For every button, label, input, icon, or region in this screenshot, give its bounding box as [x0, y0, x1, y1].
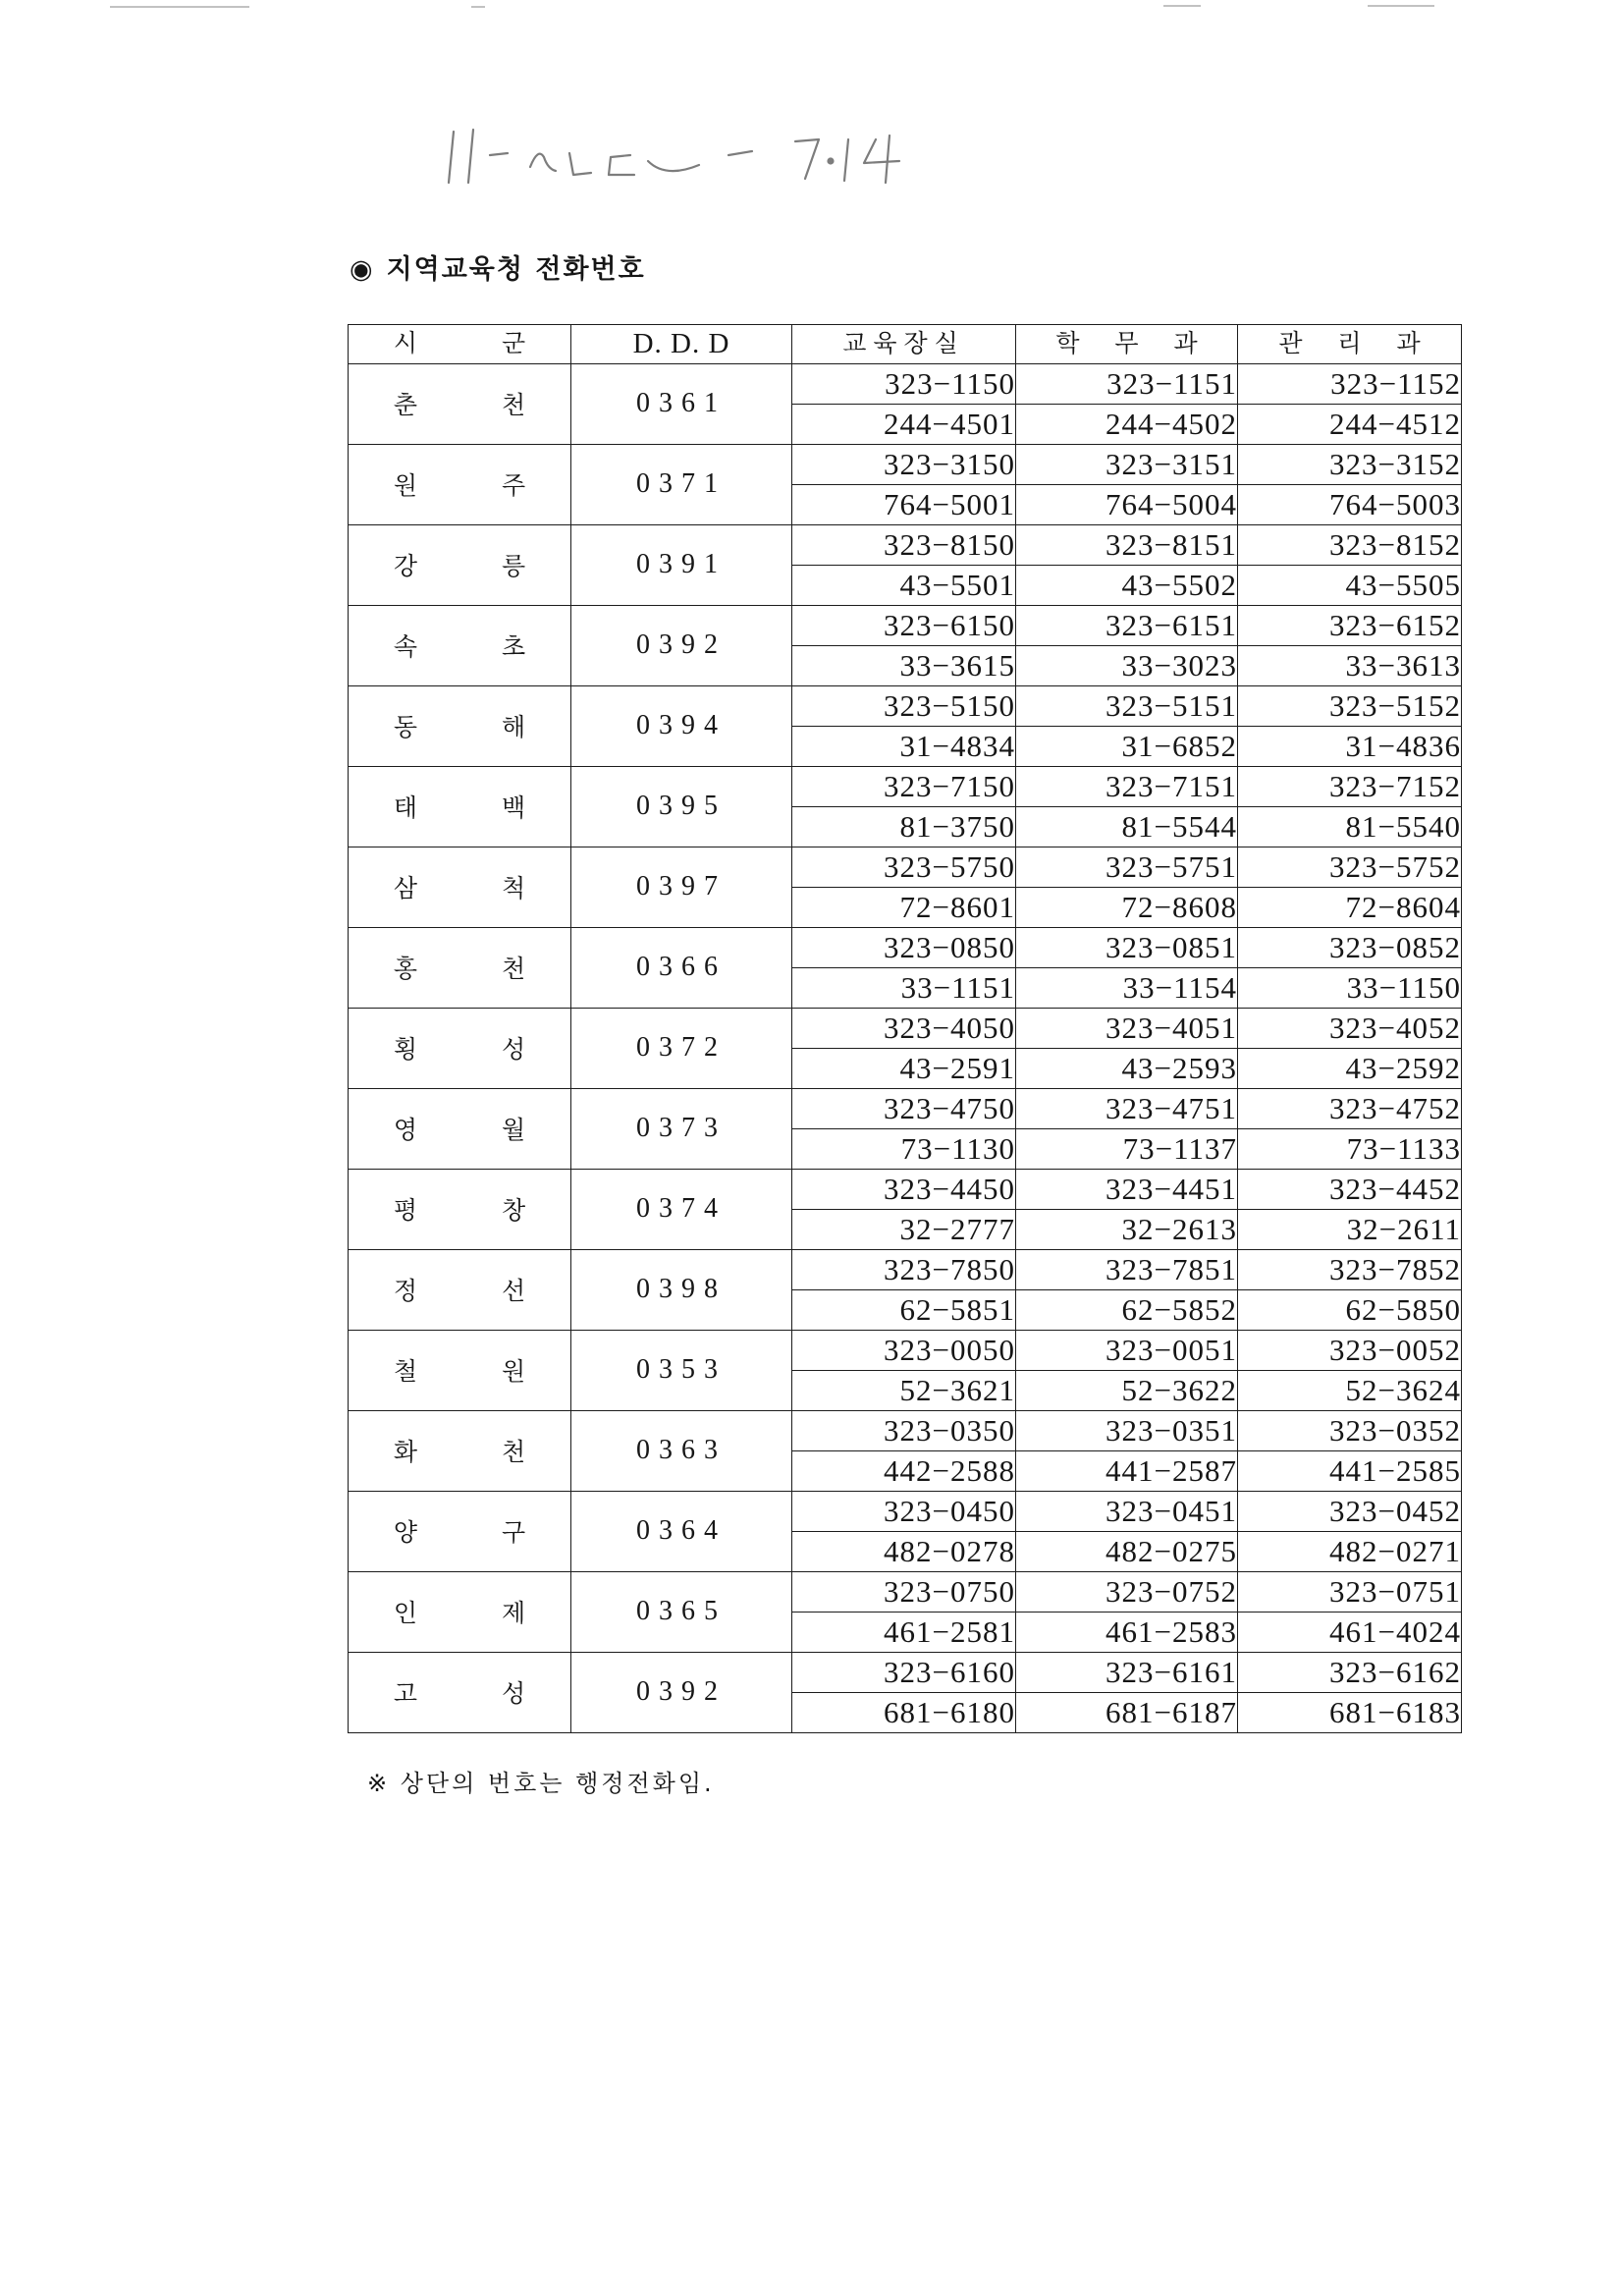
table-row-main	[349, 1491, 1462, 1531]
office-phone: 681−6180	[792, 1692, 1016, 1732]
management-phone: 764−5003	[1238, 484, 1462, 524]
management-phone: 62−5850	[1238, 1289, 1462, 1330]
academic-affairs-phone: 81−5544	[1016, 806, 1238, 847]
district-name: 영 월	[349, 1088, 571, 1169]
district-name: 정 선	[349, 1249, 571, 1330]
table-row-main	[349, 847, 1462, 887]
scan-mark	[1163, 5, 1201, 7]
office-phone: 43−2591	[792, 1048, 1016, 1088]
academic-affairs-phone: 323−0051	[1016, 1330, 1238, 1370]
academic-affairs-phone: 323−0451	[1016, 1491, 1238, 1531]
academic-affairs-phone: 323−8151	[1016, 524, 1238, 565]
management-phone: 323−5152	[1238, 685, 1462, 726]
academic-affairs-phone: 323−4451	[1016, 1169, 1238, 1209]
table-row-main	[349, 444, 1462, 484]
management-phone: 323−8152	[1238, 524, 1462, 565]
academic-affairs-phone: 482−0275	[1016, 1531, 1238, 1571]
table-row-main	[349, 1249, 1462, 1289]
management-phone: 323−0452	[1238, 1491, 1462, 1531]
district-name: 강 릉	[349, 524, 571, 605]
office-phone: 323−5750	[792, 847, 1016, 887]
academic-affairs-phone: 323−6151	[1016, 605, 1238, 645]
office-phone: 323−0350	[792, 1410, 1016, 1450]
office-phone: 31−4834	[792, 726, 1016, 766]
district-ddd: 0394	[571, 685, 792, 766]
district-name: 양 구	[349, 1491, 571, 1571]
management-phone: 323−4752	[1238, 1088, 1462, 1128]
district-ddd: 0364	[571, 1491, 792, 1571]
footnote: ※ 상단의 번호는 행정전화임.	[367, 1770, 715, 1797]
office-phone: 73−1130	[792, 1128, 1016, 1169]
district-ddd: 0353	[571, 1330, 792, 1410]
academic-affairs-phone: 323−0351	[1016, 1410, 1238, 1450]
office-phone: 52−3621	[792, 1370, 1016, 1410]
table-row-main	[349, 1330, 1462, 1370]
district-ddd: 0372	[571, 1008, 792, 1088]
scan-mark	[110, 6, 249, 8]
scan-mark	[1368, 5, 1434, 7]
table-row-main	[349, 1410, 1462, 1450]
office-phone: 244−4501	[792, 404, 1016, 444]
academic-affairs-phone: 323−1151	[1016, 363, 1238, 404]
district-name: 인 제	[349, 1571, 571, 1652]
district-name: 동 해	[349, 685, 571, 766]
district-ddd: 0374	[571, 1169, 792, 1249]
management-phone: 323−7152	[1238, 766, 1462, 806]
scan-mark	[471, 6, 485, 8]
office-phone: 482−0278	[792, 1531, 1016, 1571]
management-phone: 323−6152	[1238, 605, 1462, 645]
academic-affairs-phone: 323−3151	[1016, 444, 1238, 484]
office-phone: 43−5501	[792, 565, 1016, 605]
district-name: 횡 성	[349, 1008, 571, 1088]
table-row-main	[349, 1652, 1462, 1692]
header-row	[349, 325, 1462, 364]
district-ddd: 0392	[571, 605, 792, 685]
management-phone: 323−0352	[1238, 1410, 1462, 1450]
table-row-main	[349, 605, 1462, 645]
office-phone: 764−5001	[792, 484, 1016, 524]
district-name: 화 천	[349, 1410, 571, 1491]
office-phone: 81−3750	[792, 806, 1016, 847]
office-phone: 461−2581	[792, 1612, 1016, 1652]
office-phone: 323−4050	[792, 1008, 1016, 1048]
table-row-main	[349, 685, 1462, 726]
management-phone: 482−0271	[1238, 1531, 1462, 1571]
table-row-main	[349, 1571, 1462, 1612]
academic-affairs-phone: 43−5502	[1016, 565, 1238, 605]
management-phone: 52−3624	[1238, 1370, 1462, 1410]
header-management: 관 리 과	[1238, 325, 1462, 364]
academic-affairs-phone: 72−8608	[1016, 887, 1238, 927]
phone-table-body	[349, 363, 1462, 1732]
office-phone: 323−4750	[792, 1088, 1016, 1128]
table-row-main	[349, 1169, 1462, 1209]
district-ddd: 0392	[571, 1652, 792, 1732]
district-name: 춘 천	[349, 363, 571, 444]
academic-affairs-phone: 32−2613	[1016, 1209, 1238, 1249]
table-row-main	[349, 927, 1462, 967]
management-phone: 33−1150	[1238, 967, 1462, 1008]
management-phone: 323−0751	[1238, 1571, 1462, 1612]
header-ddd: D. D. D	[571, 325, 792, 364]
office-phone: 442−2588	[792, 1450, 1016, 1491]
management-phone: 681−6183	[1238, 1692, 1462, 1732]
office-phone: 323−1150	[792, 363, 1016, 404]
management-phone: 323−7852	[1238, 1249, 1462, 1289]
district-ddd: 0373	[571, 1088, 792, 1169]
district-ddd: 0366	[571, 927, 792, 1008]
academic-affairs-phone: 323−4751	[1016, 1088, 1238, 1128]
office-phone: 323−8150	[792, 524, 1016, 565]
title-bullet-icon: ◉	[350, 254, 375, 285]
management-phone: 323−3152	[1238, 444, 1462, 484]
handwritten-note	[442, 118, 913, 206]
office-phone: 323−5150	[792, 685, 1016, 726]
management-phone: 323−0852	[1238, 927, 1462, 967]
management-phone: 32−2611	[1238, 1209, 1462, 1249]
management-phone: 81−5540	[1238, 806, 1462, 847]
office-phone: 323−4450	[792, 1169, 1016, 1209]
district-ddd: 0363	[571, 1410, 792, 1491]
academic-affairs-phone: 244−4502	[1016, 404, 1238, 444]
district-ddd: 0395	[571, 766, 792, 847]
management-phone: 43−2592	[1238, 1048, 1462, 1088]
academic-affairs-phone: 52−3622	[1016, 1370, 1238, 1410]
office-phone: 33−3615	[792, 645, 1016, 685]
table-row-main	[349, 1088, 1462, 1128]
office-phone: 323−0450	[792, 1491, 1016, 1531]
district-ddd: 0365	[571, 1571, 792, 1652]
district-name: 평 창	[349, 1169, 571, 1249]
office-phone: 323−6160	[792, 1652, 1016, 1692]
academic-affairs-phone: 461−2583	[1016, 1612, 1238, 1652]
office-phone: 323−0750	[792, 1571, 1016, 1612]
academic-affairs-phone: 323−6161	[1016, 1652, 1238, 1692]
table-row-main	[349, 363, 1462, 404]
district-name: 태 백	[349, 766, 571, 847]
office-phone: 32−2777	[792, 1209, 1016, 1249]
header-academic-affairs: 학 무 과	[1016, 325, 1238, 364]
phone-directory-table	[348, 324, 1462, 1733]
academic-affairs-phone: 323−7151	[1016, 766, 1238, 806]
management-phone: 73−1133	[1238, 1128, 1462, 1169]
header-office: 교육장실	[792, 325, 1016, 364]
district-name: 고 성	[349, 1652, 571, 1732]
management-phone: 31−4836	[1238, 726, 1462, 766]
management-phone: 72−8604	[1238, 887, 1462, 927]
table-header	[349, 325, 1462, 364]
management-phone: 43−5505	[1238, 565, 1462, 605]
office-phone: 323−3150	[792, 444, 1016, 484]
academic-affairs-phone: 73−1137	[1016, 1128, 1238, 1169]
district-ddd: 0398	[571, 1249, 792, 1330]
academic-affairs-phone: 33−1154	[1016, 967, 1238, 1008]
table-row-main	[349, 524, 1462, 565]
district-name: 속 초	[349, 605, 571, 685]
management-phone: 244−4512	[1238, 404, 1462, 444]
district-name: 원 주	[349, 444, 571, 524]
management-phone: 323−4452	[1238, 1169, 1462, 1209]
district-ddd: 0397	[571, 847, 792, 927]
office-phone: 323−6150	[792, 605, 1016, 645]
management-phone: 441−2585	[1238, 1450, 1462, 1491]
district-name: 삼 척	[349, 847, 571, 927]
district-name: 홍 천	[349, 927, 571, 1008]
academic-affairs-phone: 323−0752	[1016, 1571, 1238, 1612]
academic-affairs-phone: 764−5004	[1016, 484, 1238, 524]
academic-affairs-phone: 31−6852	[1016, 726, 1238, 766]
academic-affairs-phone: 33−3023	[1016, 645, 1238, 685]
district-name: 철 원	[349, 1330, 571, 1410]
academic-affairs-phone: 323−7851	[1016, 1249, 1238, 1289]
district-ddd: 0371	[571, 444, 792, 524]
district-ddd: 0361	[571, 363, 792, 444]
header-city-county: 시 군	[349, 325, 571, 364]
table-row-main	[349, 766, 1462, 806]
office-phone: 62−5851	[792, 1289, 1016, 1330]
management-phone: 323−5752	[1238, 847, 1462, 887]
office-phone: 323−0050	[792, 1330, 1016, 1370]
management-phone: 323−0052	[1238, 1330, 1462, 1370]
academic-affairs-phone: 323−5151	[1016, 685, 1238, 726]
table-row-main	[349, 1008, 1462, 1048]
office-phone: 323−7150	[792, 766, 1016, 806]
academic-affairs-phone: 323−4051	[1016, 1008, 1238, 1048]
academic-affairs-phone: 681−6187	[1016, 1692, 1238, 1732]
district-ddd: 0391	[571, 524, 792, 605]
management-phone: 323−4052	[1238, 1008, 1462, 1048]
office-phone: 323−0850	[792, 927, 1016, 967]
management-phone: 33−3613	[1238, 645, 1462, 685]
academic-affairs-phone: 441−2587	[1016, 1450, 1238, 1491]
academic-affairs-phone: 62−5852	[1016, 1289, 1238, 1330]
office-phone: 72−8601	[792, 887, 1016, 927]
management-phone: 323−1152	[1238, 363, 1462, 404]
title-text: 지역교육청 전화번호	[386, 254, 646, 285]
management-phone: 461−4024	[1238, 1612, 1462, 1652]
office-phone: 33−1151	[792, 967, 1016, 1008]
academic-affairs-phone: 323−5751	[1016, 847, 1238, 887]
office-phone: 323−7850	[792, 1249, 1016, 1289]
academic-affairs-phone: 323−0851	[1016, 927, 1238, 967]
management-phone: 323−6162	[1238, 1652, 1462, 1692]
academic-affairs-phone: 43−2593	[1016, 1048, 1238, 1088]
page-title	[350, 247, 646, 286]
